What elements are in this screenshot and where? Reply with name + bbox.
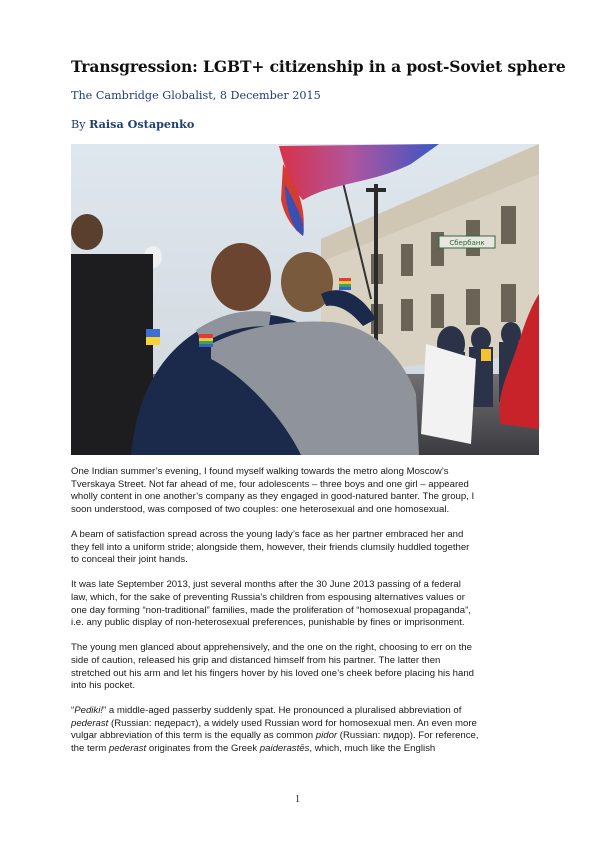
text-line: side of caution, released his grip and distanced himself from his partner. The latter then [71,654,441,666]
article-photo [71,144,539,455]
text-line: wholly content in one another’s company as they engaged in good-natured banter. The group, I [71,491,475,503]
text-line: one day forming “non-traditional” families, made the proliferation of “homosexual propaganda”, [71,604,471,616]
text-line: One Indian summer’s evening, I found myself walking towards the metro along Moscow’s [71,466,449,477]
page-number: 1 [295,794,300,805]
byline [71,117,194,131]
text-line: stretched out his arm and let his fingers hover by his loved one’s cheek before placing his hand [71,667,474,679]
text-line: the term pederast originates from the Greek paiderastēs, which, much like the English [71,743,436,755]
text-line: to conceal their joint hands. [71,554,188,566]
bank-sign-text: Сбербанк [449,239,485,247]
text-line: law, which, for the sake of preventing Russia’s children from espousing alternatives values or [71,591,465,603]
text-line: Tverskaya Street. Not far ahead of me, four adolescents – three boys and one girl – appeared [71,478,469,490]
paragraph-2 [71,529,534,567]
paragraph-1 [71,466,534,516]
text-line: vulgar abbreviation of this term is the equally as common pidor (Russian: пидор). For reference, [71,730,479,742]
author-name: Raisa Ostapenko [89,117,195,131]
text-line: The young men glanced about apprehensively, and the one on the right, choosing to err on the [71,642,472,654]
text-line: It was late September 2013, just several months after the 30 June 2013 passing of a federal [71,579,461,591]
text-line: they fell into a uniform stride; alongside them, however, their friends clumsily huddled together [71,541,470,553]
publication-source: The Cambridge Globalist, 8 December 2015 [71,89,321,102]
paragraph-5 [71,705,534,755]
article-title: Transgression: LGBT+ citizenship in a post-Soviet sphere [71,57,566,76]
byline-prefix: By [71,118,90,131]
text-line: pederast (Russian: педераст), a widely used Russian word for homosexual men. An even more [71,717,477,729]
article-body [71,466,534,768]
text-line: soon understood, was composed of two couples: one heterosexual and one homosexual. [71,503,450,515]
text-line: A beam of satisfaction spread across the young lady’s face as her partner embraced her and [71,528,464,540]
text-line: into his pocket. [71,680,135,692]
pride-march-photo-illustration [71,144,539,455]
paragraph-4 [71,642,534,692]
text-line: “Pediki!” a middle-aged passerby suddenly spat. He pronounced a pluralised abbreviation of [71,705,462,717]
text-line: i.e. any public display of non-heterosexual preferences, punishable by fines or imprisonment. [71,617,465,629]
paragraph-3 [71,579,534,629]
